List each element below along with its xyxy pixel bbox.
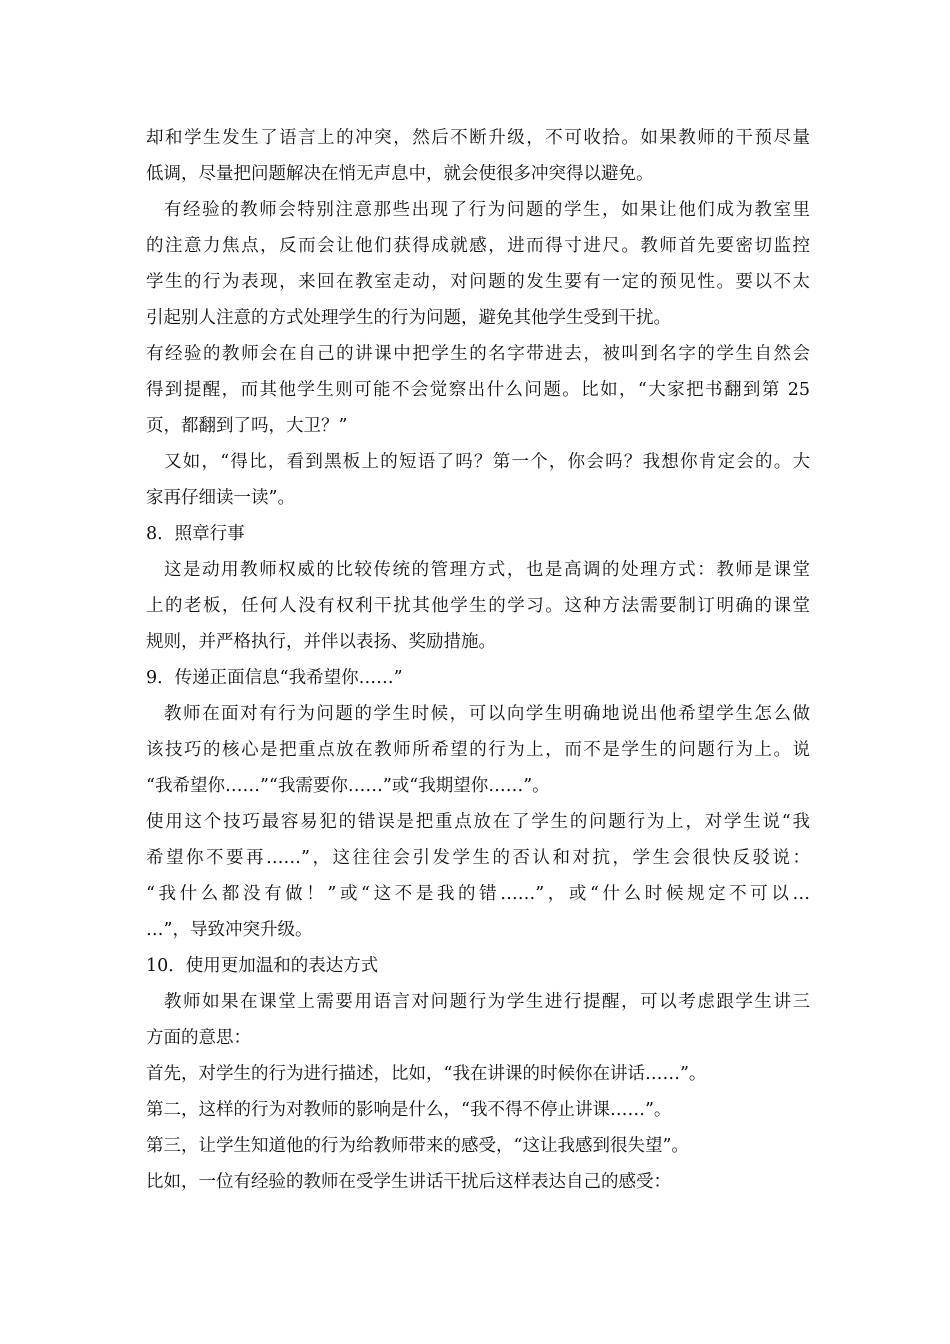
text-line: 的注意力焦点，反而会让他们获得成就感，进而得寸进尺。教师首先要密切监控 [146, 236, 810, 256]
text-line: 低调，尽量把问题解决在悄无声息中，就会使很多冲突得以避免。 [146, 164, 654, 184]
text-line: 上的老板，任何人没有权利干扰其他学生的学习。这种方法需要制订明确的课堂 [146, 596, 810, 616]
text-line: 方面的意思： [146, 1028, 251, 1048]
text-line: 教师在面对有行为问题的学生时候，可以向学生明确地说出他希望学生怎么做 [164, 704, 810, 724]
text-line: 该技巧的核心是把重点放在教师所希望的行为上，而不是学生的问题行为上。说 [146, 740, 810, 760]
text-line: 家再仔细读一读”。 [146, 488, 295, 508]
text-line: 首先，对学生的行为进行描述，比如，“我在讲课的时候你在讲话……”。 [146, 1064, 707, 1084]
text-line: 9．传递正面信息“我希望你……” [146, 668, 403, 688]
text-line: “我希望你……”“我需要你……”或“我期望你……”。 [146, 776, 550, 796]
text-line: 却和学生发生了语言上的冲突，然后不断升级，不可收拾。如果教师的干预尽量 [146, 128, 810, 148]
text-line: 有经验的教师会特别注意那些出现了行为问题的学生，如果让他们成为教室里 [164, 200, 810, 220]
text-line: 得到提醒，而其他学生则可能不会觉察出什么问题。比如，“大家把书翻到第 25 [146, 380, 810, 400]
text-line: 又如，“得比，看到黑板上的短语了吗？第一个，你会吗？我想你肯定会的。大 [164, 452, 810, 472]
text-line: 规则，并严格执行，并伴以表扬、奖励措施。 [146, 632, 496, 652]
document-page [146, 120, 810, 1200]
text-line: …”，导致冲突升级。 [146, 920, 313, 940]
text-line: 使用这个技巧最容易犯的错误是把重点放在了学生的问题行为上，对学生说“我 [146, 812, 810, 832]
text-line: 希望你不要再……”，这往往会引发学生的否认和对抗，学生会很快反驳说： [146, 848, 810, 868]
text-line: 第二，这样的行为对教师的影响是什么，“我不得不停止讲课……”。 [146, 1100, 672, 1120]
text-line: 第三，让学生知道他的行为给教师带来的感受，“这让我感到很失望”。 [146, 1136, 689, 1156]
text-line: 页，都翻到了吗，大卫？” [146, 416, 348, 436]
text-line: 引起别人注意的方式处理学生的行为问题，避免其他学生受到干扰。 [146, 308, 671, 328]
text-line: 8．照章行事 [146, 524, 245, 544]
text-line: 学生的行为表现，来回在教室走动，对问题的发生要有一定的预见性。要以不太 [146, 272, 810, 292]
text-line: 有经验的教师会在自己的讲课中把学生的名字带进去，被叫到名字的学生自然会 [146, 344, 810, 364]
text-line: 教师如果在课堂上需要用语言对问题行为学生进行提醒，可以考虑跟学生讲三 [164, 992, 810, 1012]
text-line: 比如，一位有经验的教师在受学生讲话干扰后这样表达自己的感受： [146, 1172, 671, 1192]
text-line: 这是动用教师权威的比较传统的管理方式，也是高调的处理方式：教师是课堂 [164, 560, 810, 580]
text-line: 10．使用更加温和的表达方式 [146, 956, 379, 976]
text-line: “我什么都没有做！”或“这不是我的错……”，或“什么时候规定不可以… [146, 884, 810, 904]
